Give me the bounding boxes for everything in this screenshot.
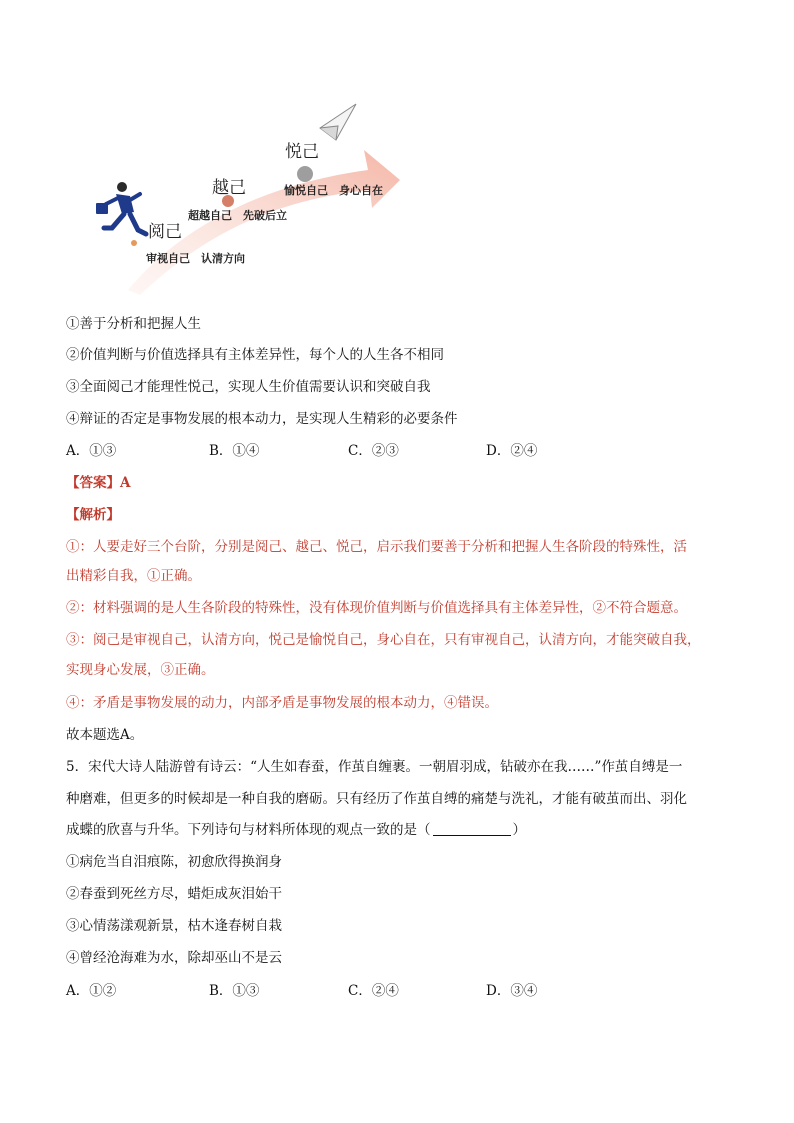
- q4-analysis-2: ②：材料强调的是人生各阶段的特殊性，没有体现价值判断与价值选择具有主体差异性，②不符合题意。: [66, 600, 687, 616]
- q4-option-1: ①善于分析和把握人生: [66, 316, 201, 332]
- q5-choice-a: A．①②: [66, 983, 117, 999]
- growth-arrow-graphic: [88, 100, 408, 300]
- caption-low: 审视自己 认清方向: [146, 252, 245, 265]
- q4-answer: [66, 473, 130, 493]
- q4-analysis-label: [66, 505, 120, 525]
- q4-option-2: ②价值判断与价值选择具有主体差异性，每个人的人生各不相同: [66, 347, 444, 363]
- q5-option-2: ②春蚕到死丝方尽，蜡炬成灰泪始干: [66, 886, 282, 902]
- q4-choice-a: A．①③: [66, 443, 117, 459]
- q5-choice-d: D．③④: [486, 983, 538, 999]
- q4-option-4: ④辩证的否定是事物发展的根本动力，是实现人生精彩的必要条件: [66, 411, 458, 427]
- q4-analysis-3a: ③：阅己是审视自己，认清方向，悦己是愉悦自己，身心自在，只有审视自己，认清方向，才能突破自我，: [66, 632, 701, 648]
- caption-top: 愉悦自己 身心自在: [284, 184, 383, 197]
- q4-analysis-1a: ①：人要走好三个台阶，分别是阅己、越己、悦己，启示我们要善于分析和把握人生各阶段的特殊性，活: [66, 539, 687, 555]
- dot-top-icon: [297, 166, 313, 182]
- q5-option-4: ④曾经沧海难为水，除却巫山不是云: [66, 950, 282, 966]
- running-man-icon: [96, 182, 146, 234]
- label-yueji-top: 悦己: [285, 142, 319, 162]
- q4-option-3: ③全面阅己才能理性悦己，实现人生价值需要认识和突破自我: [66, 379, 431, 395]
- answer-label: 【答案】: [66, 475, 120, 491]
- q5-stem-3a: 成蝶的欣喜与升华。下列诗句与材料所体现的观点一致的是（: [66, 822, 431, 838]
- answer-blank: [433, 835, 511, 836]
- answer-value: A: [120, 475, 131, 491]
- q5-choice-c: C．②④: [348, 983, 399, 999]
- q5-option-1: ①病危当自泪痕陈，初愈欣得换润身: [66, 854, 282, 870]
- paper-plane-icon: [320, 104, 356, 140]
- q5-stem-3: [66, 820, 526, 840]
- label-yueji-mid: 越己: [212, 178, 246, 198]
- q4-choice-c: C．②③: [348, 443, 399, 459]
- q4-analysis-3b: 实现身心发展，③正确。: [66, 662, 215, 678]
- q5-option-3: ③心情荡漾观新景，枯木逢春树自栽: [66, 918, 282, 934]
- dot-low-icon: [131, 240, 137, 246]
- q4-choice-b: B．①④: [209, 443, 260, 459]
- staircase-figure: [88, 100, 408, 300]
- q5-stem-3b: ）: [512, 822, 526, 838]
- q4-analysis-4: ④：矛盾是事物发展的动力，内部矛盾是事物发展的根本动力，④错误。: [66, 695, 498, 711]
- q5-stem-2: 种磨难，但更多的时候却是一种自我的磨砺。只有经历了作茧自缚的痛楚与洗礼，才能有破茧而出、羽化: [66, 791, 687, 807]
- q5-choice-b: B．①③: [209, 983, 260, 999]
- caption-mid: 超越自己 先破后立: [188, 209, 287, 222]
- analysis-label: 【解析】: [66, 507, 120, 523]
- q5-stem-1: 5．宋代大诗人陆游曾有诗云：“人生如春蚕，作茧自缠裹。一朝眉羽成，钻破亦在我……”作茧自缚是一: [66, 759, 683, 775]
- q4-choice-d: D．②④: [486, 443, 538, 459]
- q4-conclusion: 故本题选A。: [66, 727, 144, 743]
- q4-analysis-1b: 出精彩自我，①正确。: [66, 568, 201, 584]
- label-yueji-low: 阅己: [148, 222, 182, 242]
